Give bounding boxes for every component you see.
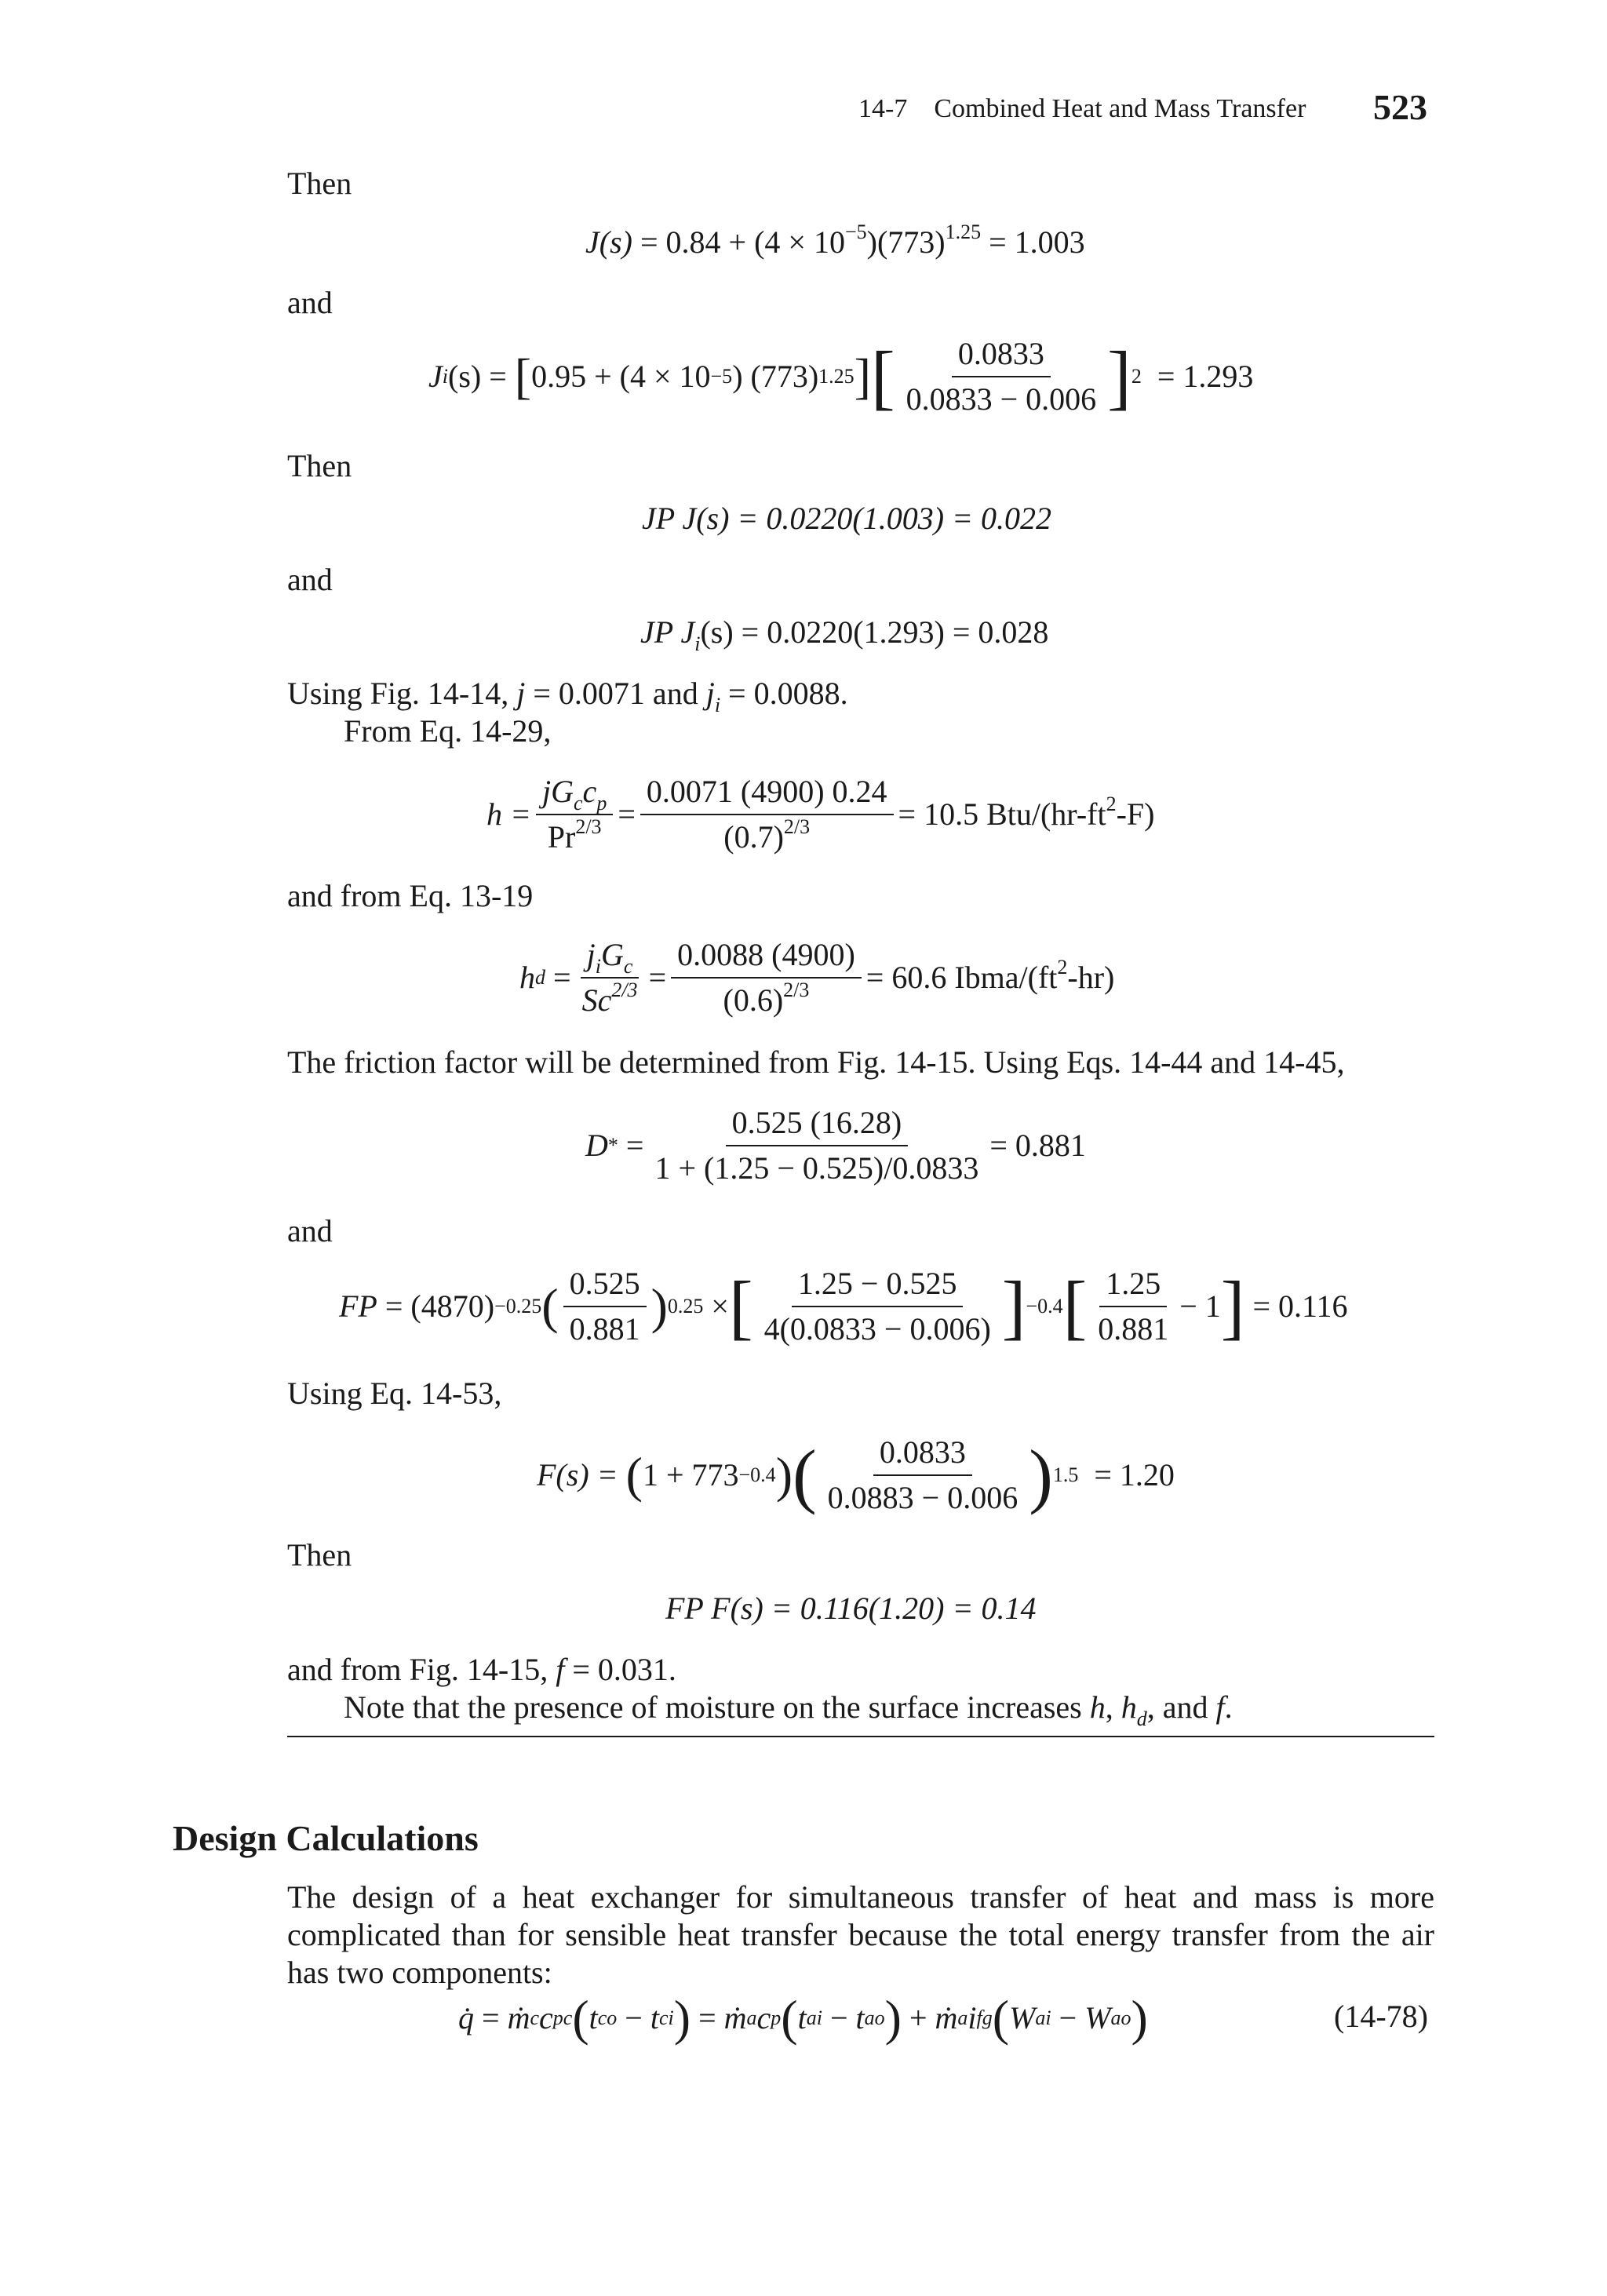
fp-close-bracket-3: ] [1220,1266,1245,1347]
section-heading: Design Calculations [173,1818,479,1858]
note-f: f [1215,1689,1225,1725]
running-header [858,94,1306,124]
fp-eq: = (4870) [384,1288,495,1324]
js-exp2: 1.25 [945,220,982,243]
fp-f3-den: 0.881 [1098,1311,1169,1347]
jis-close-bracket: ] [854,348,871,404]
h-result-exp: 2 [1106,793,1117,815]
fp-f1-den: 0.881 [569,1311,640,1347]
hd-den-exp: 2/3 [611,979,638,1001]
fs-close-paren-2: ) [1029,1435,1053,1515]
text-and-from-eq: and from Eq. 13-19 [287,878,534,913]
equation-jpjs [642,500,1051,538]
ji-sub: i [714,694,721,716]
hd-fraction-1 [576,936,644,1019]
jis-bracket-mid: ) (773) [732,359,819,394]
equation-hd: h d = $\frac{j_iG_c}{Sc^{2/3}}$ = $\frac{0.0088 (4900)}{(0.6)^{2/3}}$ = 60.6 Ibma/$(ft^2-hr)$ [519,937,1115,1018]
h-frac2-den [717,815,816,856]
js-body: = 0.84 + (4 × 10 [640,224,845,260]
fp-open-bracket-2: [ [728,1266,753,1347]
equation-fs: F(s) = ( 1 + 773 −0.4 ) ( $\frac{0.0833}{0.0883 - 0.006}$ ) 1.5 = 1.20 [537,1434,1175,1515]
text-from-eq: From Eq. 14-29, [344,713,552,749]
note-text: Note that the presence of moisture on the surface increases [344,1689,1082,1725]
j-value: = 0.0071 and [533,676,698,711]
and-from-fig-label: and from Fig. 14-15, [287,1652,548,1687]
dstar-eq: = [625,1128,644,1163]
h-den2-exp: 2/3 [783,815,811,838]
jis-result: = 1.293 [1157,359,1254,394]
fp-lhs: FP [339,1288,377,1324]
equation-js [585,220,1085,261]
dstar-den: 1 + (1.25 − 0.525)/0.0833 [654,1150,979,1186]
fp-f3-num: 1.25 [1099,1265,1167,1307]
h-result-end: -F) [1116,796,1155,832]
fs-result: = 1.20 [1094,1457,1175,1492]
fp-f2-den: 4(0.0833 − 0.006) [763,1311,991,1347]
h-result-text: = 10.5 Btu/(hr-ft [898,796,1106,832]
text-and-3: and [287,1213,333,1248]
equation-fpfs [665,1590,1036,1627]
h-num-c: c [582,774,597,809]
fp-f2-num: 1.25 − 0.525 [792,1265,964,1307]
jis-open-bracket-2: [ [870,337,895,417]
hd-result [865,956,1115,997]
fp-close-bracket-2: ] [1001,1266,1026,1347]
fs-open-paren-1: ( [625,1447,643,1503]
hd-result-text: = 60.6 Ibma/(ft [865,960,1058,995]
jpjis-sub: i [694,632,701,655]
note-end: and [1162,1689,1208,1725]
hd-num-i: i [595,955,602,978]
text-using-eq53: Using Eq. 14-53, [287,1376,502,1411]
fs-frac-den: 0.0883 − 0.006 [827,1480,1018,1515]
fp-minus-one: − 1 [1179,1288,1221,1324]
jis-frac-den: 0.0833 − 0.006 [906,381,1097,417]
hd-result-end: -hr) [1067,960,1115,995]
js-exp1: −5 [844,220,867,243]
jis-frac-num: 0.0833 [952,335,1051,377]
hd-den2-exp: 2/3 [783,979,810,1001]
text-and-2: and [287,562,333,597]
eq78-qdot: q̇ [458,2000,474,2035]
hd-frac1-den [576,979,644,1019]
equation-dstar: D * = $\frac{0.525 (16.28)}{1 + (1.25 - 0.525)/0.0833}$ = 0.881 [585,1105,1086,1186]
page-number: 523 [1373,87,1427,127]
hd-frac2-num: 0.0088 (4900) [671,936,862,979]
h-eq: = [618,796,636,832]
text-then-3: Then [287,1537,352,1573]
h-den2: (0.7) [723,819,784,855]
h-num-jG: jG [542,774,574,809]
fs-paren-body: 1 + 773 [642,1457,739,1492]
hd-den2: (0.6) [723,982,784,1018]
fp-open-bracket-3: [ [1062,1266,1088,1347]
note-h: h [1089,1689,1106,1725]
text-then-2: Then [287,448,352,483]
fs-frac-num: 0.0833 [873,1434,972,1476]
h-num-sub2: p [596,792,607,815]
fp-f1-num: 0.525 [563,1265,647,1307]
dstar-num: 0.525 (16.28) [726,1104,909,1146]
jis-lhs-rest: (s) = [448,359,507,394]
fs-close-paren-1: ) [775,1447,793,1503]
jpjis-lhs: JP J [640,614,695,650]
hd-num-j: j [586,937,596,972]
hd-den-sc: Sc [581,982,612,1018]
jpjs-text: JP J(s) = 0.0220(1.003) = 0.022 [642,501,1052,536]
text-using-fig [287,675,848,716]
js-result: = 1.003 [989,224,1085,260]
fp-fraction-1 [563,1265,647,1348]
h-lhs: h = [486,796,531,832]
equation-jpjis [640,614,1049,655]
hd-lhs: h [519,960,535,995]
ji-symbol: j [705,676,715,711]
hd-num-G: G [601,937,624,972]
dstar-result: = 0.881 [989,1128,1086,1163]
design-paragraph: The design of a heat exchanger for simultaneous transfer of heat and mass is more complicated than for sensible heat transfer because the total energy transfer from the air has two components: [287,1879,1434,1990]
fp-fraction-3 [1091,1265,1175,1348]
fp-fraction-2 [758,1265,997,1348]
f-value: = 0.031. [572,1652,676,1687]
equation-jis: J i (s) = [ 0.95 + (4 × 10 −5 ) (773) 1.25 ] [ $\frac{0.0833}{0.0833 - 0.006}$ ] 2 = 1.293 [428,336,1254,417]
jis-fraction [900,335,1103,418]
fp-open-paren-1: ( [541,1278,559,1334]
note-hd-sub: d [1136,1707,1147,1730]
hd-eq1: = [553,960,571,995]
jis-close-bracket-2: ] [1107,337,1131,417]
header-title: Combined Heat and Mass Transfer [934,94,1306,123]
js-mid: )(773) [866,224,946,260]
fp-result: = 0.116 [1252,1288,1348,1324]
equation-14-78: q̇ = ṁ c c pc ( t co − t ci ) = ṁ a c p ( t ai − t ao ) + ṁ a i fg ( W ai − W ao ) [458,1990,1148,2046]
f-symbol: f [556,1652,565,1687]
hd-frac2-den [717,979,816,1019]
text-then-1: Then [287,166,352,201]
jis-lhs-J: J [428,359,443,394]
equation-number: (14-78) [1334,1999,1428,2034]
hd-num-c: c [623,955,633,978]
fs-fraction [822,1434,1025,1517]
h-fraction-2 [640,773,894,856]
using-fig-label: Using Fig. 14-14, [287,676,509,711]
end-of-example-rule [287,1736,1434,1737]
equation-h [486,767,1154,862]
dstar-fraction [648,1104,985,1187]
fs-open-paren-2: ( [793,1435,817,1515]
text-note: Note that the presence of moisture on the surface increases h, $h_d$, and f. [344,1689,1233,1730]
fpfs-text: FP F(s) = 0.116(1.20) = 0.14 [665,1591,1037,1626]
fp-times: × [711,1288,729,1324]
hd-result-exp: 2 [1057,956,1068,979]
h-frac2-num: 0.0071 (4900) 0.24 [640,773,894,815]
dstar-lhs: D [585,1128,608,1163]
h-result [898,793,1155,833]
ji-value: = 0.0088. [728,676,848,711]
h-fraction-1 [536,773,613,856]
text-friction-line: The friction factor will be determined from Fig. 14-15. Using Eqs. 14-44 and 14-45, [287,1044,1345,1080]
h-den-pr: Pr [547,819,576,855]
text-and-from-fig [287,1651,676,1689]
header-section: 14-7 [858,94,908,123]
equation-fp: FP = (4870) −0.25 ( $\frac{0.525}{0.881}$ ) 0.25 × [ $\frac{1.25 - 0.525}{4(0.0833 - 0.006)}$ ] −0.4 [ $\frac{1.25}{0.881}$ − 1 ] = 0.116 [339,1266,1348,1347]
js-lhs: J(s) [585,224,632,260]
fp-close-paren-1: ) [650,1278,668,1334]
hd-fraction-2 [671,936,862,1019]
text-and-1: and [287,285,333,320]
fs-lhs: F(s) = [537,1457,618,1492]
note-hd: h [1121,1689,1137,1725]
jpjis-rest: (s) = 0.0220(1.293) = 0.028 [700,614,1049,650]
j-symbol: j [516,676,526,711]
jis-open-bracket: [ [514,348,532,404]
hd-frac1-num [581,936,640,979]
h-frac1-den [541,815,608,856]
h-num-sub1: c [574,792,583,815]
hd-eq2: = [648,960,667,995]
jis-bracket-body: 0.95 + (4 × 10 [531,359,711,394]
h-frac1-num [536,773,613,815]
h-den-exp: 2/3 [575,815,602,838]
